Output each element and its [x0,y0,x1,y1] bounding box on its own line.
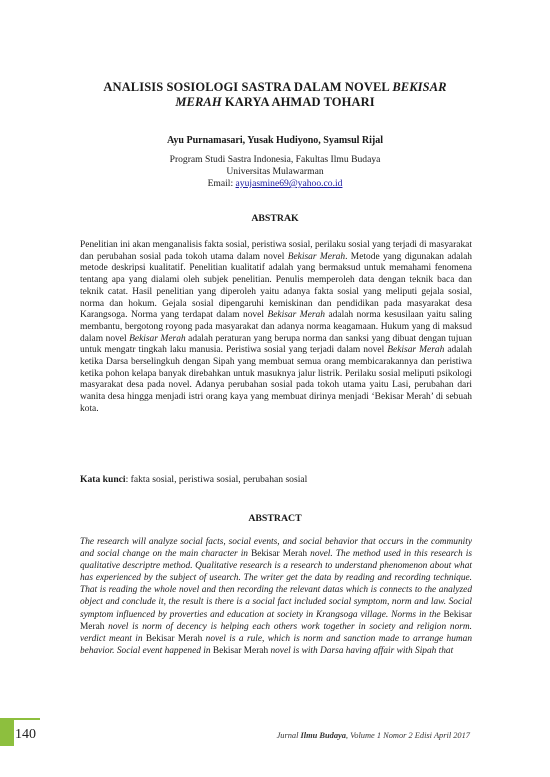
journal-suffix: , Volume 1 Nomor 2 Edisi April 2017 [345,731,470,740]
title-line2-italic: MERAH [175,95,222,109]
abstract-body [80,536,472,657]
email-label: Email: [207,178,236,189]
novel-title-italic: Bekisar Merah [387,345,445,356]
paragraph-text: The research will analyze social facts, social events, and social behavior that occurs in the community and social change on the main character in [80,537,472,560]
paragraph-text: adalah norma kesusilaan yaitu saling membantu, bergotong royong pada masyarakat dan adanya norma keagamaan. Hukum yang di maksud dalam novel [80,310,472,344]
paragraph-text: novel. The method used in this research is qualitative descriptre method. Qualitative research is a research to understand phenomenon about what has experienced by the subject of usearch. The writer get the data by reading and recording technique. That is reading the whole novel and then recording the relevant datas which is connects to the analyzed object and conclude it, the result is there is a social fact included social symptom, norm and law. Social symptom influenced by proverties and education at society in Krangsoga village. Norms in the [80,549,472,620]
affiliation-university: Universitas Mulawarman [226,166,324,177]
journal-name: Ilmu Budaya [300,731,346,740]
page-number: 140 [15,727,36,742]
title-line2-text: KARYA AHMAD TOHARI [221,95,375,109]
novel-title-upright: Bekisar Merah [80,609,472,632]
keywords [80,474,472,486]
journal-prefix: Jurnal [276,731,301,740]
abstrak-body [80,240,472,416]
journal-footer [277,731,470,740]
keywords-text: : fakta sosial, peristiwa sosial, perubahan sosial [125,474,308,485]
novel-title-italic: Bekisar Merah [129,333,186,344]
paragraph-text: novel is a rule, which is norm and sanction made to arrange human behavior. Social event happened in [80,633,472,656]
affiliation-program: Program Studi Sastra Indonesia, Fakultas Ilmu Budaya [169,154,381,165]
title-line1-text: ANALISIS SOSIOLOGI SASTRA DALAM NOVEL [103,80,393,94]
affiliation-email-line [60,178,490,190]
footer-accent-block [0,718,14,746]
novel-title-italic: Bekisar Merah [267,310,325,321]
novel-title-italic: Bekisar Merah [287,251,346,262]
footer-accent-line [14,718,40,720]
paragraph-text: adalah peraturan yang berupa norma dan sanksi yang dibuat dengan tujuan untuk mengatr tingkah laku manusia. Peristiwa sosial yang terjadi dalam novel [80,333,472,356]
title-line1-italic: BEKISAR [392,80,447,94]
abstract-heading: ABSTRACT [248,513,302,524]
paragraph-text: adalah ketika Darsa berselingkuh dengan Sipah yang membuat semua orang membicarakannya dan peristiwa ketika pohon kelapa banyak direbahkan untuk masuknya jalur listrik. Perilaku sosial meliputi psikologi masyarakat desa pada novel. Adanya perubahan sosial pada tokoh utama yaitu Lasi, perubahan dari wanita desa hingga menjadi istri orang kaya yang membuat dirinya menjadi ‘Bekisar Merah’ di sebuah kota. [80,345,472,414]
paragraph-text: . Metode yang digunakan adalah metode deskripsi kualitatif. Penelitian kualitatif adalah yang bermaksud untuk memahami fenomena tentang apa yang dialami oleh subjek penelitian. Penulis memperoleh data dengan teknik baca dan teknik catat. Hasil penelitian yang diperoleh yaitu adanya fakta sosial yang meliputi gejala sosial, norma dan hokum. Gejala sosial dipengaruhi kemiskinan dan pendidikan pada masyarakat desa Karangsoga. Norma yang terdapat dalam novel [80,251,472,321]
novel-title-upright: Bekisar Merah [251,549,308,560]
affiliation [60,154,490,190]
novel-title-upright: Bekisar Merah [212,645,269,656]
authors: Ayu Purnamasari, Yusak Hudiyono, Syamsul Rijal [166,135,384,146]
paragraph-text: novel is with Darsa having affair with Sipah that [268,645,454,656]
paragraph-text: novel is norm of decency is helping each others work together in society and religion norm. verdict meant in [80,621,472,644]
novel-title-upright: Bekisar Merah [145,633,203,644]
paragraph-text: Penelitian ini akan menganalisis fakta sosial, peristiwa sosial, perilaku sosial yang terjadi di masyarakat dan perubahan sosial pada tokoh utama dalam novel [80,240,472,262]
paper-title [60,80,490,110]
keywords-label: Kata kunci [80,474,126,485]
abstrak-heading: ABSTRAK [251,213,299,224]
email-link[interactable]: ayujasmine69@yahoo.co.id [235,178,343,189]
